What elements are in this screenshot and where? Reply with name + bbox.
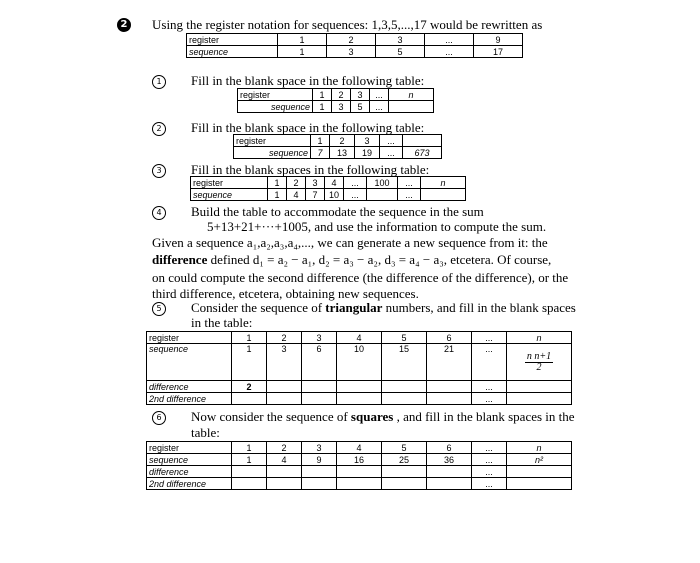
cell — [427, 381, 472, 393]
cell: 21 — [427, 344, 472, 381]
cell — [302, 478, 337, 490]
q6-line1-post: , and fill in the blank spaces in the — [393, 409, 575, 424]
cell — [267, 478, 302, 490]
cell: 1 — [232, 344, 267, 381]
cell: ... — [472, 478, 507, 490]
cell: 17 — [474, 46, 523, 58]
cell: 2 — [330, 135, 355, 147]
cell: 3 — [302, 332, 337, 344]
cell: 5 — [351, 101, 370, 113]
cell — [232, 393, 267, 405]
cell: 1 — [313, 101, 332, 113]
cell: n — [389, 89, 434, 101]
cell: 3 — [267, 344, 302, 381]
cell: 3 — [327, 46, 376, 58]
cell: 1 — [232, 442, 267, 454]
q5-line1 — [191, 300, 576, 315]
para-line4: third difference, etcetera, obtaining new sequences. — [152, 286, 419, 301]
cell: 1 — [232, 332, 267, 344]
cell — [367, 189, 398, 201]
cell: n — [421, 177, 466, 189]
cell: 36 — [427, 454, 472, 466]
cell — [232, 466, 267, 478]
cell: ... — [472, 442, 507, 454]
cell — [337, 478, 382, 490]
cell: 1 — [268, 189, 287, 201]
cell — [302, 381, 337, 393]
q6-line2: table: — [191, 425, 220, 440]
cell: difference — [147, 466, 232, 478]
cell: 6 — [427, 442, 472, 454]
squares-term: squares — [350, 409, 394, 424]
cell: 1 — [278, 46, 327, 58]
cell: 2 — [267, 332, 302, 344]
cell: 13 — [330, 147, 355, 159]
cell: register — [187, 34, 278, 46]
cell — [382, 466, 427, 478]
cell: 5 — [382, 442, 427, 454]
cell: 4 — [337, 442, 382, 454]
cell: 2 — [232, 381, 267, 393]
cell: 673 — [403, 147, 442, 159]
q3-table — [190, 176, 466, 201]
cell: 7 — [311, 147, 330, 159]
problem-bullet: 2 — [117, 18, 131, 32]
cell: sequence — [147, 344, 232, 381]
cell — [267, 393, 302, 405]
cell: 4 — [325, 177, 344, 189]
cell: 1 — [313, 89, 332, 101]
cell: 4 — [337, 332, 382, 344]
cell: 10 — [325, 189, 344, 201]
para-line1: Given a sequence a₁,a₂,a₃,a₄,..., we can generate a new sequence from it: the — [152, 235, 548, 250]
cell: ... — [472, 381, 507, 393]
cell: register — [191, 177, 268, 189]
q4-marker: 4 — [152, 206, 166, 220]
cell: 15 — [382, 344, 427, 381]
cell: 2nd difference — [147, 393, 232, 405]
cell — [389, 101, 434, 113]
q1-text: Fill in the blank space in the following table: — [191, 73, 425, 88]
cell: sequence — [234, 147, 311, 159]
cell: 5 — [382, 332, 427, 344]
q6-line1 — [191, 409, 575, 424]
cell: difference — [147, 381, 232, 393]
formula-cell — [507, 344, 572, 381]
q5-line2: in the table: — [191, 315, 253, 330]
q5-line1-pre: Consider the sequence of — [191, 300, 326, 315]
q2-table — [233, 134, 442, 159]
cell: ... — [344, 177, 367, 189]
cell: 10 — [337, 344, 382, 381]
cell: ... — [344, 189, 367, 201]
q5-line1-post: numbers, and fill in the blank spaces — [382, 300, 576, 315]
cell: 6 — [427, 332, 472, 344]
cell: 16 — [337, 454, 382, 466]
cell: n — [507, 332, 572, 344]
cell — [267, 466, 302, 478]
cell: register — [147, 332, 232, 344]
cell — [302, 393, 337, 405]
cell: 19 — [355, 147, 380, 159]
cell: register — [147, 442, 232, 454]
cell: 7 — [306, 189, 325, 201]
q6-line1-pre: Now consider the sequence of — [191, 409, 351, 424]
cell: ... — [370, 89, 389, 101]
q6-table — [146, 441, 572, 490]
cell — [267, 381, 302, 393]
cell: 25 — [382, 454, 427, 466]
cell: ... — [425, 34, 474, 46]
cell: sequence — [187, 46, 278, 58]
q1-table — [237, 88, 434, 113]
cell: 3 — [302, 442, 337, 454]
q3-marker: 3 — [152, 164, 166, 178]
formula-numerator: n n+1 — [526, 350, 552, 362]
cell: ... — [472, 454, 507, 466]
cell — [337, 393, 382, 405]
cell: 1 — [232, 454, 267, 466]
cell: 1 — [311, 135, 330, 147]
para-line2 — [152, 252, 551, 267]
cell — [507, 393, 572, 405]
cell: 3 — [306, 177, 325, 189]
cell: 2 — [327, 34, 376, 46]
cell — [507, 381, 572, 393]
intro-text: Using the register notation for sequences: 1,3,5,...,17 would be rewritten as — [152, 17, 543, 32]
cell: 3 — [355, 135, 380, 147]
cell — [382, 393, 427, 405]
triangular-formula — [525, 352, 553, 373]
cell: 100 — [367, 177, 398, 189]
cell: 5 — [376, 46, 425, 58]
q5-marker: 5 — [152, 302, 166, 316]
cell: 2 — [267, 442, 302, 454]
cell — [337, 466, 382, 478]
cell: ... — [472, 332, 507, 344]
cell: 6 — [302, 344, 337, 381]
cell: 9 — [302, 454, 337, 466]
q6-marker: 6 — [152, 411, 166, 425]
cell: 4 — [287, 189, 306, 201]
intro-table — [186, 33, 523, 58]
cell — [382, 478, 427, 490]
q3-text: Fill in the blank spaces in the following table: — [191, 162, 430, 177]
cell: register — [234, 135, 311, 147]
cell: 2 — [287, 177, 306, 189]
cell: ... — [398, 177, 421, 189]
cell: 3 — [376, 34, 425, 46]
cell: ... — [472, 344, 507, 381]
cell: sequence — [147, 454, 232, 466]
cell: 1 — [278, 34, 327, 46]
formula-denominator: 2 — [536, 361, 542, 373]
cell: ... — [472, 393, 507, 405]
difference-term: difference — [152, 252, 208, 267]
cell: 3 — [332, 101, 351, 113]
cell: 1 — [268, 177, 287, 189]
cell — [232, 478, 267, 490]
q4-line1: Build the table to accommodate the sequence in the sum — [191, 204, 484, 219]
cell: ... — [472, 466, 507, 478]
q5-table — [146, 331, 572, 405]
cell — [427, 466, 472, 478]
cell — [421, 189, 466, 201]
cell — [427, 478, 472, 490]
cell — [337, 381, 382, 393]
cell: 4 — [267, 454, 302, 466]
cell: ... — [380, 135, 403, 147]
cell: ... — [370, 101, 389, 113]
cell: 9 — [474, 34, 523, 46]
cell: 2nd difference — [147, 478, 232, 490]
cell: ... — [380, 147, 403, 159]
q2-marker: 2 — [152, 122, 166, 136]
cell: 3 — [351, 89, 370, 101]
cell: sequence — [191, 189, 268, 201]
para-line2-rest: defined d₁ = a₂ − a₁, d₂ = a₃ − a₂, d₃ = a₄ − a₃, etcetera. Of course, — [207, 252, 552, 267]
cell — [507, 478, 572, 490]
q1-marker: 1 — [152, 75, 166, 89]
cell — [302, 466, 337, 478]
para-line3: on could compute the second difference (the difference of the difference), or the — [152, 270, 569, 285]
cell: ... — [398, 189, 421, 201]
cell: ... — [425, 46, 474, 58]
cell: 2 — [332, 89, 351, 101]
cell: n — [507, 442, 572, 454]
cell — [382, 381, 427, 393]
cell — [427, 393, 472, 405]
cell — [403, 135, 442, 147]
cell: register — [238, 89, 313, 101]
cell — [507, 466, 572, 478]
q2-text: Fill in the blank space in the following table: — [191, 120, 425, 135]
cell: sequence — [238, 101, 313, 113]
q4-line2: 5+13+21+···+1005, and use the information to compute the sum. — [207, 219, 547, 234]
cell: n² — [507, 454, 572, 466]
triangular-term: triangular — [325, 300, 383, 315]
